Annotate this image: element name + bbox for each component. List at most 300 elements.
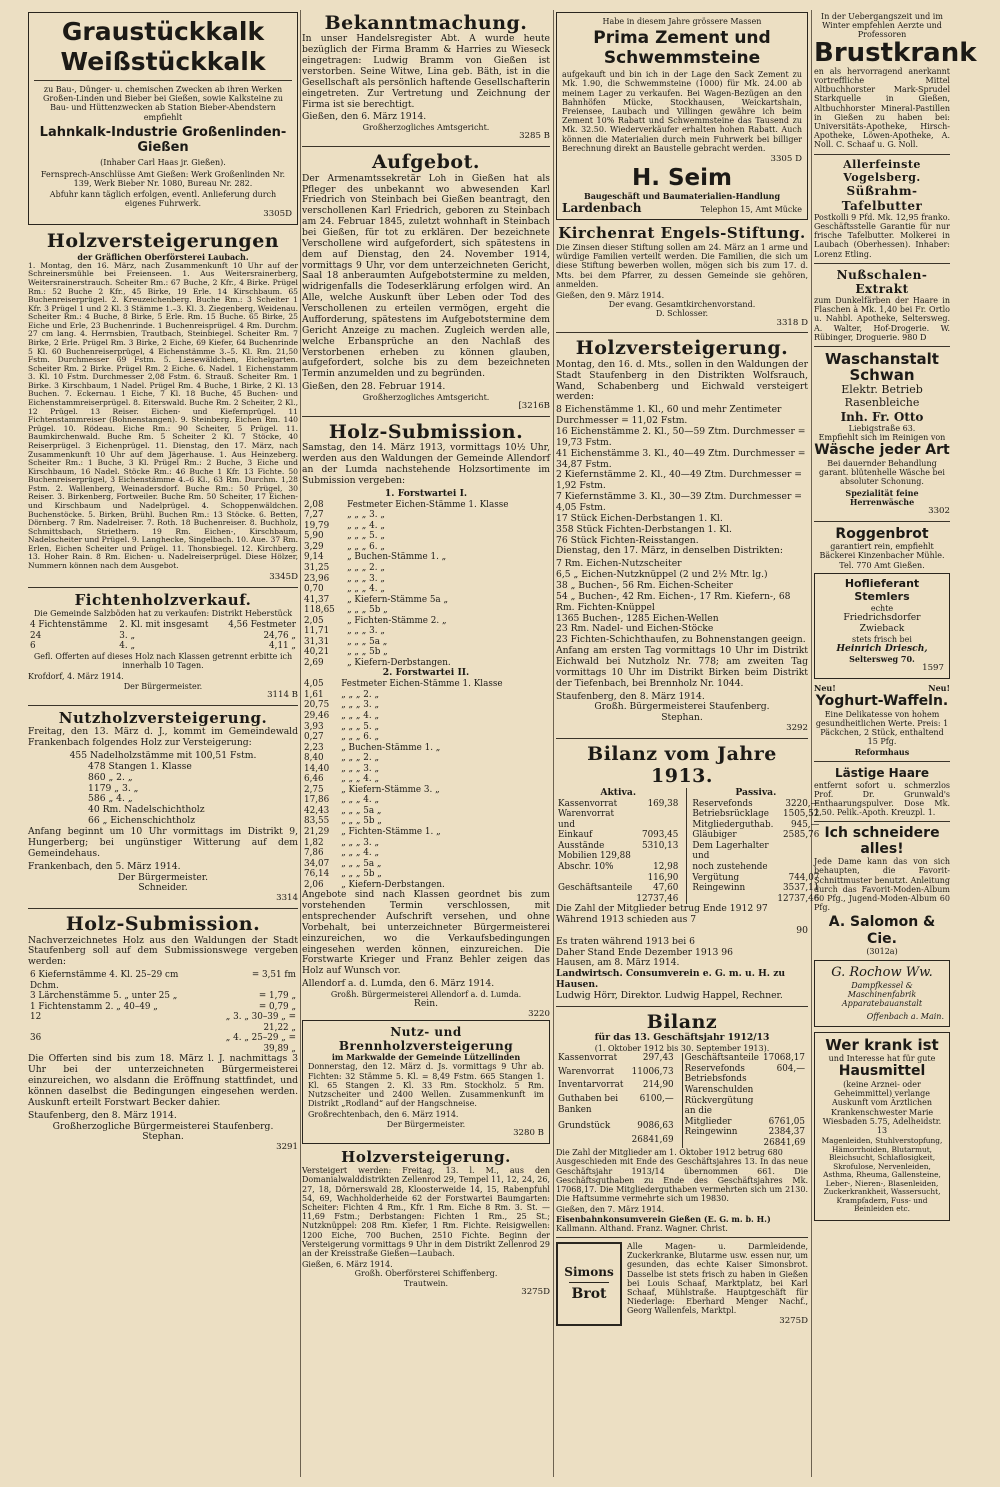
divider (814, 821, 950, 822)
table-row (302, 743, 550, 754)
table-cell: 945,— (791, 819, 820, 830)
table-row (302, 869, 550, 880)
bilanz2-title: Bilanz (646, 1010, 718, 1033)
table-cell: noch zustehende (692, 861, 768, 872)
list-item: 478 Stangen 1. Klasse (88, 760, 192, 772)
table-row (302, 647, 550, 658)
holzsub2-signer: Großh. Bürgermeisterei Allendorf a. d. Lumda. (330, 989, 522, 999)
simons-body: Alle Magen- u. Darmleidende, Zuckerkranke, Blutarme usw. essen nur, um gesunden, das echte Kaiser Simonsbrot. Dasselbe ist stets frisch zu haben in Gießen bei Louis Schaaf, Marktplatz, bei Karl Schaaf, Mühlstraße. Hauptgeschäft für Niederlage: Eberhard Menger Nachf., Georg Wallenfels, Marktpl. (627, 1241, 808, 1316)
table-cell: 4,56 Festmeter (228, 620, 296, 631)
zement-place: Lardenbach (562, 201, 642, 216)
table-cell: Reingewinn (684, 1127, 738, 1138)
zwieback-l2: Stemlers (854, 589, 910, 603)
table-row (302, 690, 550, 701)
table-cell: 4. „ (119, 641, 136, 652)
table-row (556, 1121, 676, 1135)
bilanz1-names: Ludwig Hörr, Direktor. Ludwig Happel, Rechner. (556, 990, 783, 1002)
table-cell: „ „ „ 5. „ (347, 531, 385, 542)
table-cell: „ Kiefern-Derbstangen. (341, 879, 445, 890)
bekannt-title: Bekanntmachung. (324, 12, 528, 34)
holzsub2-sec2: 2. Forstwartei II. (382, 667, 470, 679)
table-cell: 5,90 (304, 531, 324, 542)
table-row (556, 851, 680, 862)
rochow-place: Offenbach a. Main. (866, 1012, 944, 1022)
table-row (28, 1012, 298, 1033)
table-cell: 12,98 116,90 (647, 861, 679, 883)
table-cell: 6,46 (304, 774, 324, 785)
wasch-title: Waschanstalt Schwan (825, 349, 939, 385)
bilanz2-members: Die Zahl der Mitglieder am 1. Oktober 1912 betrug 680 (556, 1148, 783, 1158)
table-cell: Gläubiger (692, 830, 737, 841)
fichte-table (28, 620, 298, 652)
table-cell: 29,46 (304, 710, 330, 721)
table-row (556, 883, 680, 894)
ref-number: 3292 (786, 723, 808, 734)
table-row (302, 637, 550, 648)
table-cell: „ „ „ 6. „ (341, 732, 379, 743)
roggen-title: Roggenbrot (835, 525, 929, 542)
nutz-body: Freitag, den 13. März d. J., kommt im Gemeindewald Frankenbach folgendes Holz zur Versteigerung: (28, 726, 298, 749)
nutzbrenn-place: Großrechtenbach, den 6. März 1914. (308, 1110, 459, 1120)
table-row (302, 563, 550, 574)
table-row (28, 970, 298, 991)
divider (814, 346, 950, 347)
table-cell: 1 Fichtenstamm 2. „ 40–49 „ (30, 1001, 158, 1012)
table-row (28, 1002, 298, 1013)
table-cell: 40,21 (304, 647, 330, 658)
table-cell: 1505,52 (783, 809, 820, 820)
table-row (302, 700, 550, 711)
table-cell: 3220,— (785, 798, 820, 809)
table-cell (634, 851, 680, 862)
table-row (302, 510, 550, 521)
bilanz1-passiva: Passiva. (735, 786, 777, 798)
nutz-name: Schneider. (138, 882, 188, 894)
zement-phone: Telephon 15, Amt Mücke (700, 205, 802, 215)
column-divider (300, 10, 301, 1477)
table-row (556, 1094, 676, 1121)
roggen-body: garantiert rein, empfiehlt Bäckerei Kinzenbacher Mühle. Tel. 770 Amt Gießen. (819, 542, 945, 570)
table-row (28, 631, 298, 642)
bilanz1-aktiva: Aktiva. (600, 786, 637, 798)
fichte-title: Fichtenholzverkauf. (74, 590, 252, 609)
ref-number: 3305 D (770, 153, 802, 164)
nutzbrenn-body: Donnerstag, den 12. März d. Js. vormittags 9 Uhr ab. Fichten: 32 Stämme 5. Kl. = 8,49 Fstm. 665 Stangen 1. Kl. 65 Stangen 2. Kl. 33 Rm. Stockholz. 5 Rm. Nutzscheiter und 2400 Wellen. Zusammenkunft im Distrikt „Rodland“ auf der Hangschneise. (308, 1062, 544, 1109)
list-item: 16 Eichenstämme 2. Kl., 50—59 Ztm. Durchmesser = 19,73 Fstm. (556, 425, 806, 448)
nutz-list (28, 762, 298, 827)
table-row (302, 626, 550, 637)
holzsub2-body2: Angebote sind nach Klassen geordnet bis zum vorstehenden Termin verschlossen, mit entsprechender Aufschrift versehen, und ohne Vorbehalt, bei unterzeichneter Bürgermeisterei einzureichen, wo die Verkaufsbedingungen eingesehen werden können, einzureichen. Die Forstwarte Krieger und Franz Behler zeigen das Holz auf Wunsch vor. (302, 889, 550, 977)
table-row (556, 1135, 676, 1149)
table-row (302, 722, 550, 733)
holz3-place: Staufenberg, den 8. März 1914. (556, 690, 705, 702)
table-cell: „ „ „ 5b „ (341, 869, 382, 880)
wasch-addr: Liebigstraße 63. (848, 424, 916, 434)
kalk-company: Lahnkalk-Industrie Großenlinden-Gießen (39, 124, 287, 156)
kirchen-signer: Der evang. Gesamtkirchenvorstand. (608, 300, 756, 310)
table-cell: 6100,— (639, 1093, 674, 1104)
list-item: 17 Stück Eichen-Derbstangen 1. Kl. (556, 512, 723, 524)
kalk-phones: Fernsprech-Anschlüsse Amt Gießen: Werk Großenlinden Nr. 139, Werk Bieber Nr. 1080, Bureau Nr. 282. (40, 169, 286, 188)
table-cell: 23,96 (304, 573, 330, 584)
logo-divider (569, 1282, 609, 1283)
holzsub1-title: Holz-Submission. (65, 913, 261, 936)
bilanz1-members: Die Zahl der Mitglieder betrug Ende 1912 97 (556, 903, 768, 915)
column-4 (814, 12, 977, 1477)
kalk-body: zu Bau-, Dünger- u. chemischen Zwecken ab ihren Werken Großen-Linden und Bieber bei Gießen, sowie Kalksteine zu Bau- und Hüttenzwecken ab Station Bieber-Abendstern empfiehlt (42, 85, 284, 122)
kalk-title-2: Weißstückkalk (60, 46, 266, 76)
list-item: 40 Rm. Nadelschichtholz (88, 804, 205, 816)
table-cell: „ „ „ 5. „ (341, 721, 379, 732)
list-item: 41 Eichenstämme 3. Kl., 40—49 Ztm. Durchmesser = 34,87 Fstm. (556, 447, 806, 470)
zwieback-l1: Hoflieferant (844, 576, 920, 590)
table-row (28, 1033, 298, 1054)
nutz-place: Frankenbach, den 5. März 1914. (28, 860, 181, 872)
divider (34, 80, 292, 81)
holz2-place: Gießen, 6. März 1914. (302, 1260, 393, 1270)
table-row (302, 806, 550, 817)
table-row (682, 1096, 807, 1117)
table-cell: 24,76 „ (263, 630, 296, 641)
list-item: 8 Eichenstämme 1. Kl., 60 und mehr Zentimeter Durchmesser = 11,02 Fstm. (556, 404, 782, 427)
table-cell: „ Kiefern-Stämme 5a „ (347, 594, 449, 605)
table-row (556, 862, 680, 883)
table-cell: = 0,79 „ (258, 1001, 296, 1012)
table-cell: „ „ „ 4. „ (347, 584, 385, 595)
table-cell: 21,29 (304, 826, 330, 837)
table-cell: 9086,63 (637, 1121, 674, 1132)
table-cell: 12737,46 (636, 893, 679, 904)
zwieback-l8: Seltersweg 70. (849, 653, 915, 664)
zwieback-l5: Zwieback (859, 622, 905, 634)
table-row (302, 838, 550, 849)
krank-list: Magenleiden, Stuhlverstopfung, Hämorrhoiden, Blutarmut, Bleichsucht, Schlaflosigkeit, Skrofulose, Nervenleiden, Asthma, Rheuma, Gallensteine, Leber-, Nieren-, Blasenleiden, Zuckerkrankheit, Wassersucht, Krampfadern, Fuss- und Beinleiden etc. (821, 1136, 943, 1214)
table-cell: 19,79 (304, 520, 330, 531)
zement-firm-sub: Baugeschäft und Baumaterialien-Handlung (583, 190, 781, 201)
table-cell: „ Fichten-Stämme 2. „ (347, 615, 447, 626)
zwieback-l7: Heinrich Driesch, (836, 642, 928, 654)
table-cell: Warenschulden (684, 1084, 754, 1095)
table-cell (556, 1135, 630, 1149)
table-cell: „ „ „ 5a „ (341, 805, 382, 816)
simons-brot-logo (556, 1242, 622, 1326)
table-cell: Kassenvorrat (558, 1053, 618, 1064)
table-row (302, 827, 550, 838)
table-cell: „ „ „ 4. „ (341, 795, 379, 806)
table-cell: 41,37 (304, 594, 330, 605)
ref-number: 3318 D (776, 317, 808, 328)
table-cell: „ „ „ 6. „ (347, 541, 385, 552)
krank-body: und Interesse hat für gute (828, 1054, 936, 1064)
table-row (556, 1067, 676, 1081)
bilanz2-table (556, 1053, 808, 1148)
table-cell: 3. „ (119, 630, 136, 641)
table-row (690, 830, 821, 841)
bekannt-place: Gießen, den 6. März 1914. (302, 111, 427, 123)
krank-title: Wer krank ist (825, 1035, 939, 1054)
wasch-body2: Bei dauernder Behandlung garant. blütenhelle Wäsche bei absoluter Schonung. (819, 458, 945, 487)
table-row (302, 816, 550, 827)
table-cell: Grundstück (558, 1121, 611, 1132)
yoghurt-badge-1: Neu! (814, 682, 836, 693)
haare-title: Lästige Haare (835, 766, 929, 781)
ref-number: 3114 B (267, 689, 298, 700)
ref-number: 3345D (269, 571, 298, 582)
table-cell: 14,40 (304, 763, 330, 774)
bilanz2-names: Kallmann. Althand. Franz. Wagner. Christ. (556, 1223, 728, 1233)
bilanz1-place: Hausen, am 8. März 1914. (556, 957, 680, 969)
table-row (682, 1053, 807, 1064)
table-cell: 42,43 (304, 805, 330, 816)
list-item: 66 „ Eichenschichtholz (88, 815, 196, 827)
bilanz2-period: (1. Oktober 1912 bis 30. September 1913). (594, 1044, 770, 1054)
divider (28, 908, 298, 909)
zement-intro: Habe in diesem Jahre grössere Massen (602, 17, 762, 26)
yoghurt-body: Eine Delikatesse von hohem gesundheitlichen Werte. Preis: 1 Päckchen, 2 Stück, enthaltend 15 Pfg. (815, 709, 949, 747)
table-row (28, 641, 298, 652)
table-cell: Festmeter Eichen-Stämme 1. Klasse (347, 499, 509, 510)
table-cell: Reservefonds (692, 798, 753, 809)
table-cell: „ „ „ 2. „ (341, 689, 379, 700)
bilanz1-sub: 90 (796, 924, 808, 936)
salomon-firm: A. Salomon & Cie. (828, 914, 936, 947)
table-row (302, 616, 550, 627)
ref-number: 3305D (263, 209, 292, 220)
holz2-title: Holzversteigerung. (341, 1147, 511, 1166)
simons-logo-top: Simons (564, 1265, 614, 1280)
simons-advertisement (556, 1242, 808, 1327)
table-row (690, 841, 821, 862)
table-cell: „ „ „ 2. „ (347, 562, 385, 573)
holzsub1-table (28, 970, 298, 1054)
ref-number: 3291 (276, 1142, 298, 1153)
table-cell: 7093,45 (641, 830, 679, 841)
table-cell: Kassenvorrat (558, 798, 618, 809)
table-cell: 2,69 (304, 657, 324, 668)
table-cell: „ 3. „ 30–39 „ = 21,22 „ (225, 1012, 296, 1033)
table-cell: Betriebsfonds (684, 1074, 747, 1085)
ref-number: 3275D (779, 1316, 808, 1327)
table-cell: 3,29 (304, 541, 324, 552)
divider (814, 263, 950, 264)
table-cell: „ „ „ 5b „ (347, 647, 388, 658)
divider (556, 1237, 808, 1238)
table-cell: 3,93 (304, 721, 324, 732)
column-1 (28, 12, 298, 1477)
table-cell: Mitglieder (684, 1116, 732, 1127)
zement-advertisement (556, 12, 808, 220)
ref-number: 1597 (922, 662, 944, 673)
table-row (302, 848, 550, 859)
table-cell: 7,86 (304, 848, 324, 859)
table-cell: 214,90 (642, 1080, 674, 1091)
holzsub1-place: Staufenberg, den 8. März 1914. (28, 1109, 177, 1121)
rochow-name: G. Rochow Ww. (831, 965, 933, 981)
table-cell: 24 (30, 630, 42, 641)
table-cell: Rückvergütung an die (684, 1095, 754, 1117)
divider (814, 761, 950, 762)
wasch-sub1: Elektr. Betrieb (841, 382, 923, 396)
table-cell: „ 4. „ 25–29 „ = 39,89 „ (225, 1033, 296, 1054)
table-cell: 744,07 (788, 872, 820, 883)
yoghurt-badges (814, 684, 950, 693)
nutz-line1: 455 Nadelholzstämme mit 100,51 Fstm. (69, 750, 257, 762)
table-row (682, 1117, 807, 1128)
table-row (556, 1053, 676, 1067)
kirchen-place: Gießen, den 9. März 1914. (556, 290, 665, 300)
table-cell (761, 1074, 807, 1085)
table-cell (761, 1096, 807, 1117)
table-row (690, 809, 821, 820)
fichte-place: Krofdorf, 4. März 1914. (28, 672, 124, 682)
krank-body2: (keine Arznei- oder Geheimmittel) verlange Auskunft vom Ärztlichen Krankenschwester Marie Wiesbaden 5.75, Adelheidstr. 13 (822, 1079, 942, 1135)
table-row (682, 1127, 807, 1138)
krank-big: Hausmittel (838, 1063, 926, 1080)
fichte-offer: Gefl. Offerten auf dieses Holz nach Klassen getrennt erbitte ich innerhalb 10 Tagen. (33, 652, 293, 671)
kalk-title-1: Graustückkalk (61, 17, 265, 46)
kalk-delivery: Abfuhr kann täglich erfolgen, eventl. Anlieferung durch eigenes Fuhrwerk. (49, 189, 277, 209)
nutzbrenn-subtitle: im Markwalde der Gemeinde Lützellinden (331, 1052, 521, 1063)
list-item: 2 Kiefernstämme 2. Kl., 40—49 Ztm. Durchmesser = 1,92 Fstm. (556, 469, 802, 492)
table-cell: „ Kiefern-Derbstangen. (347, 657, 451, 668)
haare-body: entfernt sofort u. schmerzlos Prof. Dr. Grunwald's Enthaarungspulver. Dose Mk. 1,50. Pelik.-Apoth. Kreuzpl. 1. (814, 780, 950, 818)
table-cell: 4,11 „ (269, 641, 296, 652)
table-cell: 26841,69 (763, 1137, 806, 1148)
table-row (556, 841, 680, 852)
ref-number: [3216B (518, 401, 550, 412)
holz3-body2: Dienstag, den 17. März, in denselben Distrikten: (556, 545, 783, 557)
nutzbrenn-signer: Der Bürgermeister. (386, 1119, 466, 1129)
list-item: 586 „ 4. „ (88, 793, 133, 805)
table-row (682, 1138, 807, 1149)
table-row (302, 605, 550, 616)
table-row (556, 830, 680, 841)
table-cell: 2,06 (304, 879, 324, 890)
table-cell: 6 (30, 641, 36, 652)
holzsub2-name: Rein. (413, 998, 439, 1010)
table-row (690, 799, 821, 810)
ref-number: 3285 B (519, 131, 550, 142)
table-row (302, 753, 550, 764)
bilanz1-join: Es traten während 1913 bei 6 (556, 935, 696, 947)
fichte-intro: Die Gemeinde Salzböden hat zu verkaufen: Distrikt Heberstück (33, 609, 293, 619)
table-cell: 17,86 (304, 795, 330, 806)
column-divider (553, 10, 554, 1477)
ref-number: 3220 (528, 1009, 550, 1020)
table-cell: 8,40 (304, 753, 324, 764)
table-cell: „ Kiefern-Stämme 3. „ (341, 784, 440, 795)
divider (556, 1006, 808, 1007)
column-2 (302, 12, 550, 1477)
list-item: 358 Stück Fichten-Derbstangen 1. Kl. (556, 523, 732, 535)
table-cell: 20,75 (304, 700, 330, 711)
ref-number: 3302 (928, 505, 950, 516)
table-cell (634, 809, 680, 830)
table-row (302, 764, 550, 775)
table-row (690, 873, 821, 884)
brust-body: en als hervorragend anerkannt vortreffliche Mittel Altbuchhorster Mark-Sprudel Starkquelle in Gießen, Altbuchhorster Mineral-Pastillen in Gießen zu haben bei: Universitäts-Apotheke, Hirsch-Apotheke, Löwen-Apotheke, A. Noll. C. Schaaf u. G. Noll. (814, 66, 950, 150)
table-row (302, 785, 550, 796)
table-row (302, 595, 550, 606)
table-row (302, 552, 550, 563)
simons-logo-bottom: Brot (571, 1286, 607, 1303)
table-cell: 76,14 (304, 869, 330, 880)
table-cell: „ „ „ 4. „ (347, 520, 385, 531)
nutzbrenn-advertisement (302, 1020, 550, 1144)
divider (814, 521, 950, 522)
holz2-body: Versteigert werden: Freitag, 13. l. M., aus den Domanialwalddistrikten Zellenrod 29, Tempel 11, 12, 24, 26, 27, 18, Dörnerswald 28, Kloosterweide 14, 15, Rabenpfuhl 54, 69, Wachholderheide 62 der Forstwartei Baumgarten: Scheiter: Fichten 4 Rm., Kfr. 1 Rm. Eiche 8 Rm. 3. St. — 11,69 Fstm.; Derbstangen: Fichten 1 Rm., 25 St.; Nutzknüppel: 208 Rm. Kiefer, 1 Rm. Fichte. Reisigwellen: 1200 Eiche, 700 Buchen, 2510 Fichte. Beginn der Versteigerung vormittags 9 Uhr in dem Distrikt Zellenrod 29 an der Kreisstraße Gießen—Laubach. (302, 1166, 550, 1258)
table-cell: = 3,51 fm (251, 970, 296, 981)
divider (28, 705, 298, 706)
bilanz1-end: Daher Stand Ende Dezember 1913 96 (556, 946, 733, 958)
table-row (302, 711, 550, 722)
table-cell: „ „ „ 3. „ (341, 700, 379, 711)
rochow-sub: Dampfkessel & Maschinenfabrik (847, 980, 917, 999)
table-cell: 12 (30, 1012, 42, 1023)
holzsub1-name: Stephan. (142, 1131, 184, 1143)
table-cell: 47,60 (653, 883, 679, 894)
aufgebot-signer: Großherzogliches Amtsgericht. (362, 392, 490, 402)
table-cell: Mobilien 129,88 (558, 851, 631, 862)
kirchen-body: Die Zinsen dieser Stiftung sollen am 24. März an 1 arme und würdige Familien verteilt werden. Die Familien, die sich um diese Stiftung bewerben wollen, mögen sich bis zum 17. d. Mts. bei dem Pfarrer, zu dessen Gemeinde sie gehören, anmelden. (556, 243, 808, 289)
wasch-body: Empfiehlt sich im Reinigen von (818, 433, 946, 443)
brust-intro: In der Uebergangszeit und im Winter empfehlen Aerzte und Professoren (821, 12, 943, 40)
aufgebot-place: Gießen, den 28. Februar 1914. (302, 381, 446, 393)
wasch-big: Wäsche jeder Art (814, 442, 950, 459)
list-item: 7 Kiefernstämme 3. Kl., 30—39 Ztm. Durchmesser = 4,05 Fstm. (556, 491, 802, 513)
list-item: 23 Fichten-Schichthaufen, zu Bohnenstangen geeign. (556, 634, 806, 646)
table-cell: „ „ „ 4. „ (341, 848, 379, 859)
table-cell: „ „ „ 4. „ (341, 710, 379, 721)
holz1-body: 1. Montag, den 16. März, nach Zusammenkunft 10 Uhr auf der Schreinersmühle bei Freienseen. 1. Aus Weitersrainerberg, Weitersrainerstrauch. Scheiter Rm.: 67 Buche, 2 Kfr., 4 Birke. Prügel Rm.: 52 Buche 2 Kfr., 45 Birke, 19 Erle. 14 Kirschbaum. 65 Buchenreiserprügel. 2. Kreuzeichenberg. Buche Rm.: 3 Scheiter 1 Kfr. 3 Prügel 1 und 2 Kl. 3 Stämme 1.–3. Kl. 3. Ziegenberg, Weidenau. Scheiter Rm.: 4 Buche, 8 Birke, 5 Erle. Rm. 15 Buche. 65 Birke, 25 Eiche und Erle, 23 Buchenrinde. 1 Buchenreisprügel. 4 Rm. Durchm. 27 cm lang. 4. Herrnsbien, Trautbach, Steinbiegel. Scheiter Rm. 7 Birke, 2 Erle. Prügel Rm. 3 Birke, 2 Eiche, 69 Kiefer, 64 Buchenrinde 5 Kl. 60 Buchenreiserprügel, 4 Eichenstämme 3.–5. Kl. Rm. 21,50 Fstm. Durchmesser 69 Fstm. 5. Liesewäldchen, Eichelgarten. Scheiter Rm. 2 Birke. Prügel Rm. 2 Eiche. 6. Nadel. 1 Eichenstamm 3. Kl. 10 Fstm. Durchmesser 2,08 Fstm. 6. Strauß. Scheiter Rm. 1 Birke. 3 Kirschbaum, 1 Nadel. Prügel Rm. 4 Buche, 1 Birke, 2 Kl. 13 Buchen. 7. Eckernau. 1 Eiche, 7 Kl. 18 Buche, 45 Buchen- und Eichenstammreiserprügel. 8. Eiterswald. Buche Rm. 2 Scheiter, 2 Kl., 12 Prügel. 13 Reiser. Eichen- und Kiefernprügel. 11 Fichtenstammreiser (Bohnenstangen). 9. Steinberg. Eichen Rm. 140 Prügel. 10. Rödeau. Eiche Rm.: 90 Scheiter, 5 Prügel. 11. Baumkirchenwald. Buche Rm. 5 Scheiter 2 Kl. 7 Stöcke, 40 Reiserprügel. 3 Eichenprügel. 11. Dienstag, den 17. März, nach Zusammenkunft 10 Uhr auf dem Jägerhause. 1. Aus Heinzeberg. Scheiter Rm.: 1 Buche, 3 Kl. Prügel Rm.: 2 Buche, 3 Eiche und Kirschbaum, 16 Nadel. Stöcke Rm.: 46 Buche 1 Kfr. 13 Fichte. 50 Buchenreiserprügel, 3 Eichenstämme 4.–6 Kl., 63 Rm. Durchm. 1,28 Fstm. 2. Wallenberg, Weinadersdorf. Buche Rm.: 50 Prügel, 30 Reiser. 3. Birkenberg, Fortweiler. Buche Rm. 50 Scheiter, 17 Eichen- und Kirschbaum und Nadelprügel. 4. Schoppenwäldchen. Buchenstöcke. 5. Birken, Brühl. Buchen Rm.: 13 Stöcke. 6. Betten, Dörnberg. 7 Rm. Nadelreiser. 7. Roth. 18 Buchenreiser. 8. Buchholz, Schmittsbach, Striethern. 19 Rm. Eichen-, Kirschbaum, Nadelscheiter und Prügel. 9. Langhecke, Singelbach. 10. Aue. 37 Rm. Erlen, Eichen Scheiter und Prügel. 11. Thonsbiegel. 12. Kirchberg. 13. Hoher Rain. 8 Rm. Eichen- u. Nadelreiserprügel. Diese Hölzer, Nummern können nach dem Ausgebot. (28, 260, 298, 571)
kalk-advertisement (28, 12, 298, 225)
table-cell: „ „ „ 3. „ (347, 510, 385, 521)
bilanz2-subtitle: für das 13. Geschäftsjahr 1912/13 (594, 1032, 770, 1044)
holzsub2-body: Samstag, den 14. März 1913, vormittags 10½ Uhr, werden aus den Waldungen der Gemeinde Allendorf an der Lumda nachstehende Holzsortimente im Submission vergeben: (302, 442, 550, 486)
holz3-list-2 (556, 559, 808, 646)
table-row (302, 584, 550, 595)
aufgebot-body: Der Armenamtssekretär Loh in Gießen hat als Pfleger des unbekannt wo abwesenden Karl Friedrich von Steinbach bei Gießen beantragt, den verschollenen Karl Friedrich, geboren zu Steinbach am 24. Februar 1845, zuletzt wohnhaft in Steinbach bei Gießen, für tot zu erklären. Der bezeichnete Verschollene wird aufgefordert, sich spätestens in dem auf Dienstag, den 24. November 1914, vormittags 9 Uhr, vor dem unterzeichneten Gericht, Saal 18 anberaumten Aufgebotstermine zu melden, widrigenfalls die Todeserklärung erfolgen wird. An Alle, welche Auskunft über Leben oder Tod des Verschollenen zu erteilen vermögen, ergeht die Aufforderung, spätestens im Aufgebotstermine dem Gericht Anzeige zu machen. Zugleich werden alle, welche Erbansprüche an den Nachlaß des Verstorbenen erheben zu können glauben, aufgefordert, solche bis zu dem bezeichneten Termin anzumelden und zu begründen. (302, 172, 550, 380)
list-item: 54 „ Buchen-, 42 Rm. Eichen-, 17 Rm. Kiefern-, 68 Rm. Fichten-Knüppel (556, 590, 791, 613)
divider (28, 587, 298, 588)
list-item: 6,5 „ Eichen-Nutzknüppel (2 und 2½ Mtr. lg.) (556, 569, 768, 581)
zwieback-l3: echte (870, 603, 894, 613)
table-cell: „ „ „ 5a „ (341, 858, 382, 869)
holzsub2-title: Holz-Submission. (328, 421, 524, 443)
table-cell: 9,14 (304, 552, 324, 563)
divider (556, 332, 808, 333)
holzsub2-place: Allendorf a. d. Lumda, den 6. März 1914. (302, 978, 495, 990)
table-row (690, 862, 821, 873)
zwieback-l4: Friedrichsdorfer (843, 611, 921, 623)
table-cell: 1,61 (304, 689, 324, 700)
table-cell: Guthaben bei Banken (558, 1093, 619, 1115)
rochow-advertisement (814, 960, 950, 1026)
table-cell: „ Buchen-Stämme 1. „ (341, 742, 441, 753)
table-cell: 11006,73 (631, 1066, 674, 1077)
table-cell: 0,27 (304, 732, 324, 743)
table-cell: 26841,69 (631, 1134, 674, 1145)
holz3-list (556, 405, 808, 546)
bilanz1-table (556, 786, 820, 904)
table-cell: 31,31 (304, 636, 330, 647)
list-item: 1365 Buchen-, 1285 Eichen-Wellen (556, 612, 719, 624)
holz3-name: Stephan. (661, 712, 703, 724)
table-cell: 31,25 (304, 562, 330, 573)
salomon-body: Jede Dame kann das von sich behaupten, die Favorit-Schnittmuster benutzt. Anleitung durch das Favorit-Moden-Album 60 Pfg., Jugend-Moden-Album 60 Pfg. (814, 857, 950, 913)
table-cell: 12737,46 (777, 893, 820, 904)
holz1-subtitle: der Gräflichen Oberförsterei Laubach. (77, 251, 249, 262)
